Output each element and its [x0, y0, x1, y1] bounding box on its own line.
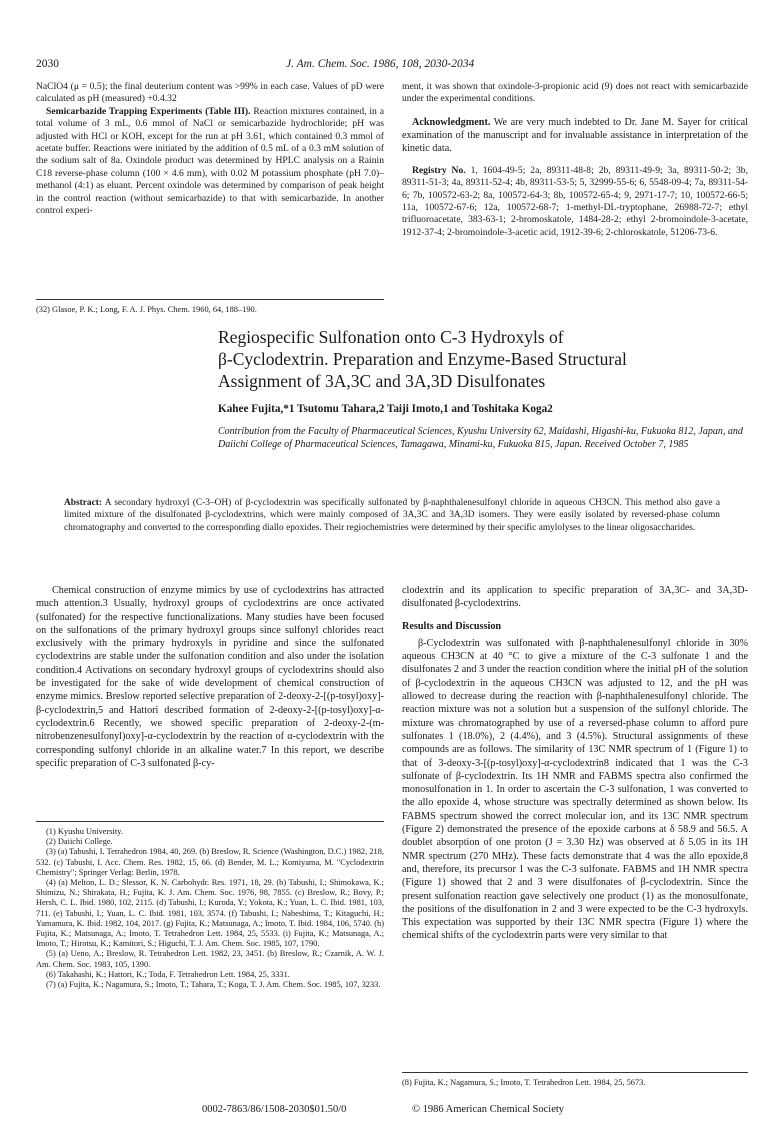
results-heading: Results and Discussion: [402, 620, 502, 632]
footer-code: 0002-7863/86/1508-2030$01.50/0: [202, 1104, 347, 1115]
footnote-divider-right: [402, 1072, 748, 1073]
page-number: 2030: [36, 58, 59, 70]
prev-right-paragraph: ment, it was shown that oxindole-3-propionic acid (9) does not react with semicarbazide under the experimental conditions.: [402, 81, 748, 105]
prev-footnote-32: (32) Glasoe, P. K.; Long, F. A. J. Phys. Chem. 1960, 64, 188–190.: [36, 305, 257, 314]
title-line-3: Assignment of 3A,3C and 3A,3D Disulfonates: [218, 371, 546, 391]
title-line-1: Regiospecific Sulfonation onto C-3 Hydroxyls of: [218, 327, 564, 347]
acknowledgment-heading: Acknowledgment.: [412, 116, 491, 128]
footnote-3: (3) (a) Tabushi, I. Tetrahedron 1984, 40, 269. (b) Breslow, R. Science (Washington, D.C.) 1982, 218, 532. (c) Tabushi, I. Acc. Chem. Res. 1982, 15, 66. (d) Bender, M. L.; Komiyama, M. "Cyclodextrin Chemistry"; Springer Verlag: Berlin, 1978.: [36, 847, 384, 877]
trapping-paragraph: [36, 106, 384, 218]
right-intro-paragraph: clodextrin and its application to specific preparation of 3A,3C- and 3A,3D-disulfonated β-cyclodextrins.: [402, 585, 748, 610]
footnote-7: (7) (a) Fujita, K.; Nagamura, S.; Imoto, T.; Tahara, T.; Koga, T. J. Am. Chem. Soc. 1985, 107, 3233.: [46, 980, 381, 990]
prev-article-left-column: [36, 81, 384, 217]
footnote-divider-body: [36, 821, 384, 822]
trapping-text: Reaction mixtures contained, in a total volume of 3 mL, 0.6 mmol of NaCl or semicarbazide hydrochloride; pH was adjusted with HCl or KOH, except for the run at pH 3.61, which contained 0.3 mmol of acetate buffer. Reactions were initiated by the addition of 0.5 mL of a 0.3 mM solution of the sodium salt of 8a. Oxindole product was determined by HPLC analysis on a Rainin C18 reverse-phase column (100 × 4.6 mm), with 0.02 M potassium phosphate (pH 7.0)–methanol (4:1) as eluant. Percent oxindole was determined by comparison of peak height in the control reaction (without semicarbazide) to that with semicarbazide. In another control experi-: [36, 105, 384, 217]
body-left-column: [36, 584, 384, 770]
contribution-affiliation: Contribution from the Faculty of Pharmaceutical Sciences, Kyushu University 62, Maidashi, Higashi-ku, Fukuoka 812, Japan, and Daiichi College of Pharmaceutical Sciences, Tamagawa, Minami-ku, Fukuoka 815, Japan. Received October 7, 1985: [218, 426, 743, 451]
footnote-1: (1) Kyushu University.: [46, 827, 123, 836]
running-header: J. Am. Chem. Soc. 1986, 108, 2030-2034: [286, 58, 475, 70]
trapping-heading: Semicarbazide Trapping Experiments (Table III).: [46, 105, 251, 117]
results-paragraph: β-Cyclodextrin was sulfonated with β-naphthalenesulfonyl chloride in 30% aqueous CH3CN at 40 °C to give a mixture of the C-3 sulfonate 1 and the disulfonates 2 and 3 under the reaction condition where the initial pH of the solution of β-cyclodextrin in the aqueous CH3CN was adjusted to 12, and the pH was allowed to decrease during the reaction with β-naphthalenesulfonyl chloride. The reaction mixture was not a solution but a suspension of the sulfonyl chloride. The mixture was chromatographed by use of a reversed-phase column to afford pure sulfonates 1 (18.0%), 2 (4.4%), and 3 (4.5%). Structural assignments of these compounds are as follows. The similarity of 13C NMR spectrum of 1 (Figure 1) to that of 3-deoxy-3-[(p-tosyl)oxy]-α-cyclodextrin8 indicated that 1 was the C-3 sulfonate of β-cyclodextrin. Its 1H NMR and FABMS spectra also confirmed the monosulfonation in 1. In order to ascertain the C-3 sulfonation, 1 was converted to the allo epoxide 4, whose structure was spectrally determined as shown below. Its FABMS spectrum showed the correct molecular ion, and its 13C NMR spectrum (Figure 2) demonstrated the presence of the epoxide carbons at δ 58.9 and 56.5. A doublet absorption of one proton (J = 3.30 Hz) was observed at δ 5.05 in its 1H NMR spectrum (270 MHz). These facts demonstrate that 4 was the allo epoxide,8 and, therefore, its precursor 1 was the C-3 sulfonate. FABMS and 1H NMR spectra (Figure 1) showed that 2 and 3 were disulfonates of β-cyclodextrin. Since the present sulfonation reaction gave selectively one product (1) as the monosulfonate, the positions of the disulfonation in 2 and 3 were expected to be the C-3 hydroxyls. This expectation was supported by their 13C NMR spectra (Figure 1) where the chemical shifts of the cyclodextrin parts were very similar to that: [402, 637, 748, 942]
footnote-5: (5) (a) Ueno, A.; Breslow, R. Tetrahedron Lett. 1982, 23, 3451. (b) Breslow, R.; Czarnik, A. W. J. Am. Chem. Soc. 1983, 105, 1390.: [36, 949, 384, 969]
prev-article-right-column: [402, 81, 748, 239]
footnotes-left: [36, 827, 384, 990]
abstract: [64, 497, 720, 534]
prev-paragraph-1: NaClO4 (μ = 0.5); the final deuterium content was >99% in each case. Values of pD were calculated as pH (measured) +0.4.32: [36, 81, 384, 105]
registry-heading: Registry No.: [412, 164, 466, 176]
registry-text: 1, 1604-49-5; 2a, 89311-48-8; 2b, 89311-49-9; 3a, 89311-50-2; 3b, 89311-51-3; 4a, 89311-52-4; 4b, 89311-53-5; 5, 32999-55-6; 6, 5548-09-4; 7a, 89311-54-6; 7b, 100572-63-2; 8a, 100572-64-3; 8b, 100572-65-4; 9, 2971-17-7; 10, 100572-66-5; 11a, 100572-67-6; 12a, 100572-68-7; 1-methyl-DL-tryptophane, 26988-72-7; ethyl trifluoroacetate, 383-63-1; 2-bromoskatole, 1484-28-2; ethyl 2-bromoindole-3-acetate, 1912-37-4; 2-bromoindole-3-acetic acid, 1912-39-6; 2-chloroskatole, 51206-73-6.: [402, 164, 748, 238]
abstract-label: Abstract:: [64, 498, 103, 508]
abstract-text: A secondary hydroxyl (C-3–OH) of β-cyclodextrin was specifically sulfonated by β-naphthalenesulfonyl chloride in aqueous CH3CN. This method also gave a limited mixture of the disulfonated β-cyclodextrins, which were mainly composed of 3A,3C and 3A,3D isomers. They were easily isolated by reversed-phase column chromatography and converted to the corresponding diallo epoxides. Their regiochemistries were determined by their specific amylolyses to the linear oligosaccharides.: [64, 498, 721, 533]
footnote-6: (6) Takahashi, K.; Hattori, K.; Toda, F. Tetrahedron Lett. 1984, 25, 3331.: [46, 969, 290, 979]
body-right-column: [402, 584, 748, 943]
title-line-2: β-Cyclodextrin. Preparation and Enzyme-Based Structural: [218, 349, 627, 369]
registry-paragraph: [402, 165, 748, 239]
article-title: [218, 326, 758, 392]
footnote-4: (4) (a) Melton, L. D.; Slessor, K. N. Carbohydr. Res. 1971, 18, 29. (b) Tabushi, I.; Shimokawa, K.; Shimizu, N.; Shirakata, H.; Fujita, K. J. Am. Chem. Soc. 1976, 98, 7855. (c) Breslow, R.; Bovy, P.; Hersh, C. L. Ibid. 1980, 102, 2115. (d) Tabushi, I.; Kuroda, Y.; Yokota, K.; Yuan, L. C. Ibid. 1981, 103, 711. (e) Tabushi, I.; Yuan, L. C. Ibid. 1981, 103, 3574. (f) Tabushi, I.; Nabeshima, T.; Kitaguchi, H.; Yamamura, K. Ibid. 1982, 104, 2017. (g) Fujita, K.; Matsunaga, A.; Imoto, T. Ibid. 1984, 106, 5740. (h) Fujita, K.; Matsunaga, A.; Imoto, T. Tetrahedron Lett. 1984, 25, 5533. (i) Fujita, K.; Matsunaga, A.; Imoto, T.; Hirotsu, K.; Kamitori, S.; Higuchi, T. J. Am. Chem. Soc. 1985, 107, 1790.: [36, 878, 384, 949]
footnote-divider-left: [36, 299, 384, 300]
footer-copyright: © 1986 American Chemical Society: [412, 1104, 565, 1115]
authors: Kahee Fujita,*1 Tsutomu Tahara,2 Taiji Imoto,1 and Toshitaka Koga2: [218, 403, 553, 415]
acknowledgment-text: We are very much indebted to Dr. Jane M. Sayer for critical examination of the manuscript and for invaluable assistance in interpretation of the kinetic data.: [402, 116, 748, 154]
footnote-2: (2) Daiichi College.: [46, 837, 113, 847]
footnote-8: (8) Fujita, K.; Nagamura, S.; Imoto, T. Tetrahedron Lett. 1984, 25, 5673.: [402, 1078, 646, 1087]
acknowledgment-paragraph: [402, 116, 748, 155]
intro-paragraph: Chemical construction of enzyme mimics by use of cyclodextrins has attracted much attention.3 Usually, hydroxyl groups of cyclodextrins are once activated (sulfonated) for the respective functionalizations. Many studies have been focused on the sulfonations of the primary hydroxyl groups since sulfonyl chlorides react exclusively with the primary hydroxyls in pyridine and since the sulfonated cyclodextrins are stable under the sulfonation condition and also under the isolation condition.4 Activations on secondary hydroxyl groups of cyclodextrins should also be investigated for the sake of wide development of chemical construction of enzyme mimics. Breslow reported selective preparation of 2-deoxy-2-[(p-tosyl)oxy]-β-cyclodextrin,5 and Hattori described formation of 2-deoxy-2-[(p-tosyl)oxy]-α-cyclodextrin.6 Recently, we showed specific preparation of 2-deoxy-2-(m-nitrobenzenesulfonyl)oxy]-α-cyclodextrin by the reaction of α-cyclodextrin with the corresponding sulfonyl chloride in an alkaline water.7 In this report, we describe specific preparation of C-3 sulfonated β-cy-: [36, 585, 384, 769]
